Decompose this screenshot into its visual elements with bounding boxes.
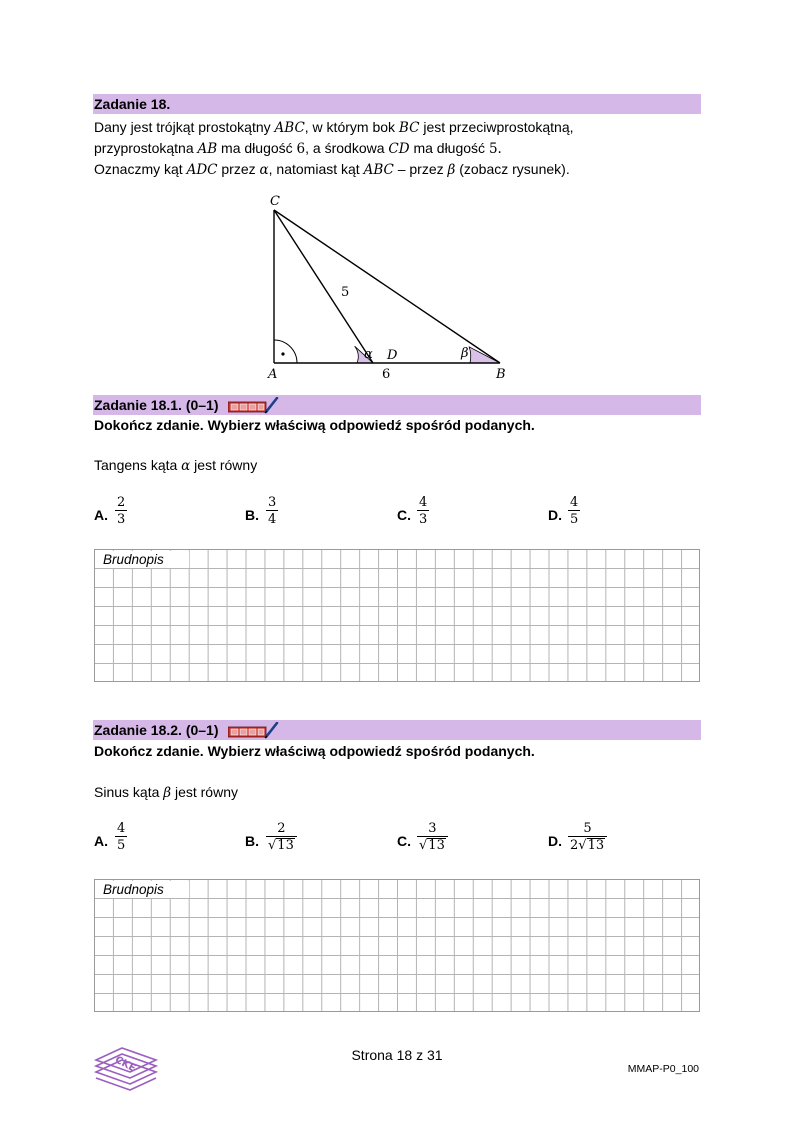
task18-2-title-wrap <box>94 721 280 740</box>
math-cd: CD <box>388 141 410 157</box>
text: Tangens kąta <box>94 457 182 473</box>
text: ma długość <box>217 140 297 156</box>
pen-icon <box>265 398 277 413</box>
denominator: 3 <box>419 512 428 527</box>
text: Sinus kąta <box>94 784 164 800</box>
numerator: 2 <box>117 495 126 510</box>
label-cd-length: 5 <box>341 285 350 300</box>
math-beta: β <box>447 162 456 178</box>
math-abc: ABC <box>274 120 305 136</box>
median-cd <box>274 210 373 363</box>
fraction <box>417 495 429 527</box>
text: jest przeciwprostokątną, <box>419 119 574 135</box>
radicand: 13 <box>277 838 294 853</box>
text: jest równy <box>190 457 258 473</box>
option-label: A. <box>94 833 108 849</box>
denominator: √13 <box>266 836 297 853</box>
task18-2-title: Zadanie 18.2. (0–1) <box>94 722 219 738</box>
task18-2-question <box>94 782 238 803</box>
denominator: √13 <box>417 836 448 853</box>
denominator: 3 <box>117 512 126 527</box>
math-bc: BC <box>398 120 420 136</box>
task18-line2 <box>94 138 502 159</box>
math-5: 5 <box>488 141 498 157</box>
option-label: B. <box>245 833 259 849</box>
text: Dany jest trójkąt prostokątny <box>94 119 275 135</box>
numerator: 5 <box>583 821 592 836</box>
text: . <box>497 141 502 157</box>
option-label: D. <box>548 507 562 523</box>
side-bc <box>274 210 500 363</box>
radicand: 13 <box>428 838 445 853</box>
text: , w którym bok <box>304 119 399 135</box>
fraction <box>115 821 127 853</box>
task18-2-instruction: Dokończ zdanie. Wybierz właściwą odpowiedź spośród podanych. <box>94 743 535 759</box>
task18-1-instruction: Dokończ zdanie. Wybierz właściwą odpowiedź spośród podanych. <box>94 417 535 433</box>
math-6: 6 <box>296 141 306 157</box>
text: przyprostokątna <box>94 140 198 156</box>
denominator: 5 <box>117 838 126 853</box>
text: jest równy <box>171 784 238 800</box>
label-ab-length: 6 <box>382 367 391 382</box>
numerator: 4 <box>570 495 579 510</box>
text: ma długość <box>409 140 489 156</box>
task18-1-title: Zadanie 18.1. (0–1) <box>94 397 219 413</box>
option-label: B. <box>245 507 259 523</box>
label-b: B <box>496 367 506 382</box>
right-angle-dot <box>281 352 284 355</box>
numerator: 3 <box>268 495 277 510</box>
option-label: D. <box>548 833 562 849</box>
denominator: 2√13 <box>568 836 607 853</box>
text: , natomiast kąt <box>268 161 364 177</box>
denominator: 5 <box>570 512 579 527</box>
task18-line1 <box>94 117 574 138</box>
fraction <box>568 495 580 527</box>
math-beta: β <box>163 785 172 801</box>
math-adc: ADC <box>186 162 218 178</box>
points-badge-icon <box>228 722 280 740</box>
pen-icon <box>265 723 277 738</box>
label-a: A <box>268 367 278 382</box>
math-alpha: α <box>259 162 269 178</box>
right-angle-arc <box>274 340 297 363</box>
denominator: 4 <box>268 512 277 527</box>
text: (zobacz rysunek). <box>455 161 570 177</box>
fraction <box>417 821 448 853</box>
scratch-grid-2[interactable] <box>94 879 700 1012</box>
svg-text:CKE: CKE <box>112 1054 138 1075</box>
points-badge-icon-svg <box>228 722 280 740</box>
radicand: 13 <box>587 838 605 853</box>
points-badge-icon <box>228 397 280 415</box>
task18-1-question <box>94 455 257 476</box>
task18-header <box>93 94 701 114</box>
exam-code: MMAP-P0_100 <box>627 1063 699 1075</box>
task18-1-header <box>93 395 701 415</box>
numerator: 3 <box>428 821 437 836</box>
option-label: C. <box>397 833 411 849</box>
label-d: D <box>387 348 398 363</box>
coefficient: 2 <box>570 838 579 853</box>
task18-1-title-wrap <box>94 396 280 415</box>
fraction <box>568 821 607 853</box>
numerator: 2 <box>277 821 286 836</box>
label-c: C <box>270 194 280 209</box>
fraction <box>266 821 297 853</box>
text: – przez <box>393 161 448 177</box>
points-badge-icon-svg <box>228 397 280 415</box>
label-beta: β <box>461 346 469 361</box>
scratch-label: Brudnopis <box>96 551 189 568</box>
page-number: Strona 18 z 31 <box>351 1047 443 1063</box>
fraction <box>115 495 127 527</box>
math-abc: ABC <box>363 162 394 178</box>
task18-title: Zadanie 18. <box>94 96 171 112</box>
option-label: C. <box>397 507 411 523</box>
math-ab: AB <box>197 141 218 157</box>
math-alpha: α <box>181 458 191 474</box>
scratch-label: Brudnopis <box>96 881 189 898</box>
numerator: 4 <box>419 495 428 510</box>
label-alpha: α <box>364 347 373 362</box>
numerator: 4 <box>117 821 126 836</box>
text: , a środkowa <box>305 140 389 156</box>
triangle-figure <box>250 188 520 388</box>
scratch-grid-1[interactable] <box>94 549 700 682</box>
text: przez <box>217 161 260 177</box>
text: Oznaczmy kąt <box>94 161 187 177</box>
fraction <box>266 495 278 527</box>
task18-2-header <box>93 720 701 740</box>
task18-line3 <box>94 159 570 180</box>
option-label: A. <box>94 507 108 523</box>
